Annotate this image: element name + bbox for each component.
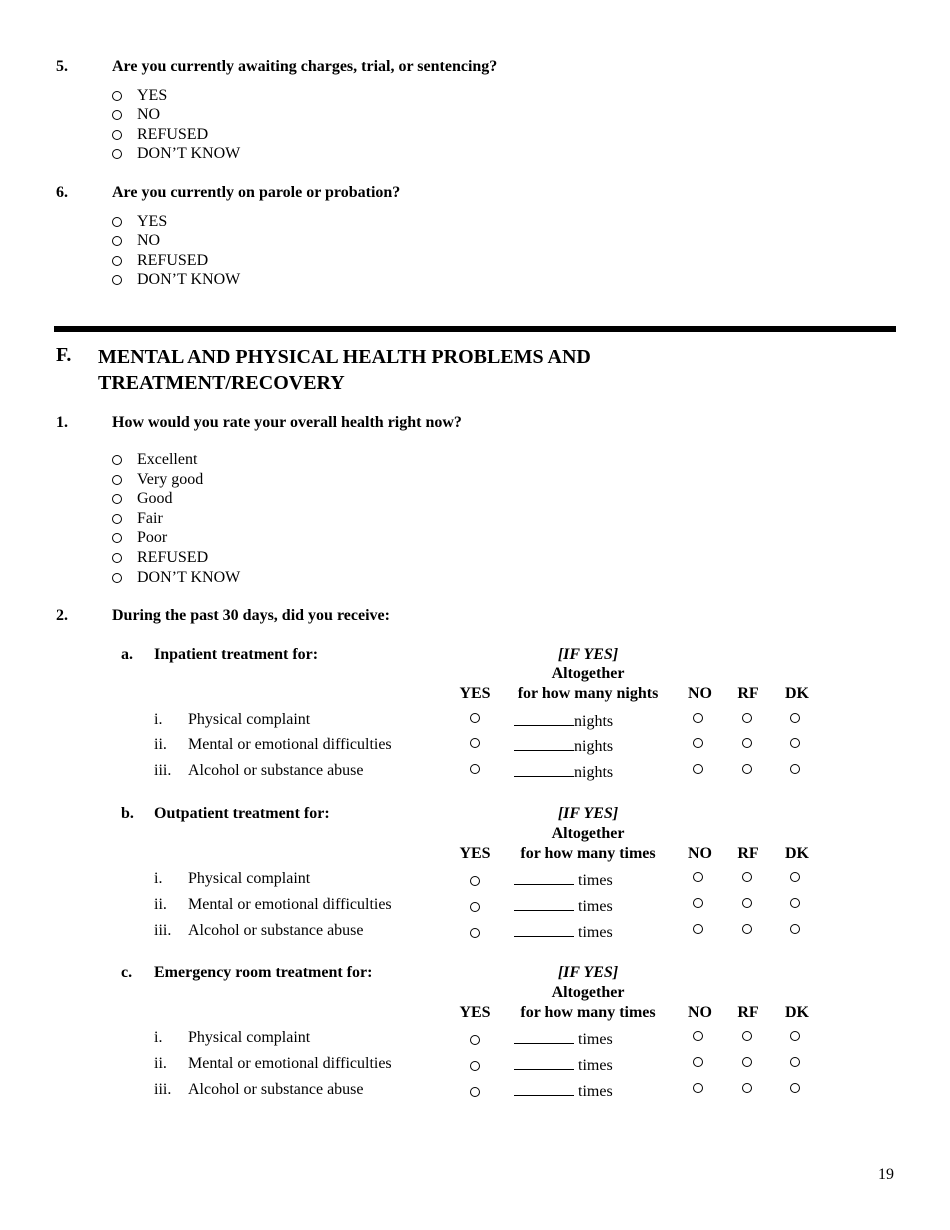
times-entry[interactable]: times [514,922,613,942]
part-c-letter: c. [121,964,133,981]
f1-option-poor[interactable]: Poor [112,528,167,547]
no-radio[interactable] [693,1083,703,1093]
page-number: 19 [878,1166,894,1183]
col-rf-header: RF [737,1004,759,1021]
radio-button[interactable] [112,494,122,504]
radio-button[interactable] [112,130,122,140]
part-c-title: Emergency room treatment for: [154,964,373,981]
no-radio[interactable] [693,713,703,723]
q6-option-yes[interactable]: YES [112,212,167,231]
yes-radio[interactable] [470,928,480,938]
section-title: MENTAL AND PHYSICAL HEALTH PROBLEMS AND TREATMENT/RECOVERY [98,346,591,394]
radio-button[interactable] [112,553,122,563]
q5-option-yes[interactable]: YES [112,86,167,105]
radio-button[interactable] [112,573,122,583]
col-no-header: NO [688,1004,712,1021]
q5-option-refused[interactable]: REFUSED [112,125,208,144]
how-many-header: for how many times [520,845,656,862]
times-entry[interactable]: times [514,1081,613,1101]
part-a-title: Inpatient treatment for: [154,646,319,663]
dk-radio[interactable] [790,898,800,908]
row-label: Mental or emotional difficulties [188,896,392,913]
radio-button[interactable] [112,275,122,285]
radio-button[interactable] [112,475,122,485]
question-f2-text: During the past 30 days, did you receive: [112,607,390,624]
rf-radio[interactable] [742,738,752,748]
row-number: iii. [154,1081,172,1098]
row-label: Alcohol or substance abuse [188,1081,364,1098]
question-f2-number: 2. [56,607,68,624]
radio-button[interactable] [112,217,122,227]
question-f1-number: 1. [56,414,68,431]
row-label: Physical complaint [188,1029,311,1046]
question-6-text: Are you currently on parole or probation? [112,184,401,201]
row-number: i. [154,1029,163,1046]
yes-radio[interactable] [470,1087,480,1097]
radio-button[interactable] [112,533,122,543]
row-number: iii. [154,922,172,939]
row-number: ii. [154,896,167,913]
question-6-number: 6. [56,184,68,201]
row-number: i. [154,870,163,887]
radio-button[interactable] [112,236,122,246]
radio-button[interactable] [112,256,122,266]
dk-radio[interactable] [790,738,800,748]
col-rf-header: RF [737,845,759,862]
rf-radio[interactable] [742,924,752,934]
row-label: Physical complaint [188,870,311,887]
f1-option-fair[interactable]: Fair [112,509,163,528]
rf-radio[interactable] [742,764,752,774]
no-radio[interactable] [693,738,703,748]
dk-radio[interactable] [790,1031,800,1041]
q5-option-no[interactable]: NO [112,105,160,124]
col-yes-header: YES [459,1004,491,1021]
nights-entry[interactable]: nights [514,762,613,782]
f1-option-dont-know[interactable]: DON’T KNOW [112,568,240,587]
q6-option-refused[interactable]: REFUSED [112,251,208,270]
row-label: Alcohol or substance abuse [188,762,364,779]
col-dk-header: DK [785,845,809,862]
nights-entry[interactable]: nights [514,711,613,731]
row-label: Alcohol or substance abuse [188,922,364,939]
question-5-number: 5. [56,58,68,75]
f1-option-good[interactable]: Good [112,489,173,508]
radio-button[interactable] [112,455,122,465]
times-entry[interactable]: times [514,1029,613,1049]
f1-option-refused[interactable]: REFUSED [112,548,208,567]
col-no-header: NO [688,685,712,702]
col-yes-header: YES [459,685,491,702]
no-radio[interactable] [693,1057,703,1067]
dk-radio[interactable] [790,1057,800,1067]
altogether-header: Altogether [551,665,625,682]
yes-radio[interactable] [470,876,480,886]
row-number: ii. [154,736,167,753]
dk-radio[interactable] [790,924,800,934]
dk-radio[interactable] [790,1083,800,1093]
yes-radio[interactable] [470,1061,480,1071]
q6-option-no[interactable]: NO [112,231,160,250]
rf-radio[interactable] [742,898,752,908]
if-yes-header: [IF YES] [557,964,619,981]
rf-radio[interactable] [742,1083,752,1093]
part-a-letter: a. [121,646,133,663]
times-entry[interactable]: times [514,870,613,890]
dk-radio[interactable] [790,764,800,774]
yes-radio[interactable] [470,713,480,723]
yes-radio[interactable] [470,738,480,748]
col-rf-header: RF [737,685,759,702]
dk-radio[interactable] [790,872,800,882]
altogether-header: Altogether [551,825,625,842]
radio-button[interactable] [112,91,122,101]
times-entry[interactable]: times [514,1055,613,1075]
altogether-header: Altogether [551,984,625,1001]
col-dk-header: DK [785,685,809,702]
no-radio[interactable] [693,924,703,934]
col-dk-header: DK [785,1004,809,1021]
nights-entry[interactable]: nights [514,736,613,756]
row-label: Mental or emotional difficulties [188,736,392,753]
question-f1-text: How would you rate your overall health right now? [112,414,462,431]
f1-option-very-good[interactable]: Very good [112,470,203,489]
rf-radio[interactable] [742,1057,752,1067]
times-entry[interactable]: times [514,896,613,916]
row-number: i. [154,711,163,728]
col-yes-header: YES [459,845,491,862]
q6-option-dont-know[interactable]: DON’T KNOW [112,270,240,289]
dk-radio[interactable] [790,713,800,723]
if-yes-header: [IF YES] [557,646,619,663]
section-divider [54,326,896,332]
q5-option-dont-know[interactable]: DON’T KNOW [112,144,240,163]
no-radio[interactable] [693,764,703,774]
row-number: iii. [154,762,172,779]
radio-button[interactable] [112,514,122,524]
col-no-header: NO [688,845,712,862]
yes-radio[interactable] [470,764,480,774]
no-radio[interactable] [693,1031,703,1041]
yes-radio[interactable] [470,902,480,912]
question-5-text: Are you currently awaiting charges, trial, or sentencing? [112,58,498,75]
section-letter: F. [56,344,72,366]
rf-radio[interactable] [742,872,752,882]
rf-radio[interactable] [742,713,752,723]
how-many-header: for how many nights [517,685,659,702]
f1-option-excellent[interactable]: Excellent [112,450,197,469]
part-b-letter: b. [121,805,134,822]
yes-radio[interactable] [470,1035,480,1045]
rf-radio[interactable] [742,1031,752,1041]
row-label: Physical complaint [188,711,311,728]
radio-button[interactable] [112,110,122,120]
if-yes-header: [IF YES] [557,805,619,822]
no-radio[interactable] [693,872,703,882]
row-label: Mental or emotional difficulties [188,1055,392,1072]
no-radio[interactable] [693,898,703,908]
radio-button[interactable] [112,149,122,159]
part-b-title: Outpatient treatment for: [154,805,330,822]
how-many-header: for how many times [520,1004,656,1021]
row-number: ii. [154,1055,167,1072]
